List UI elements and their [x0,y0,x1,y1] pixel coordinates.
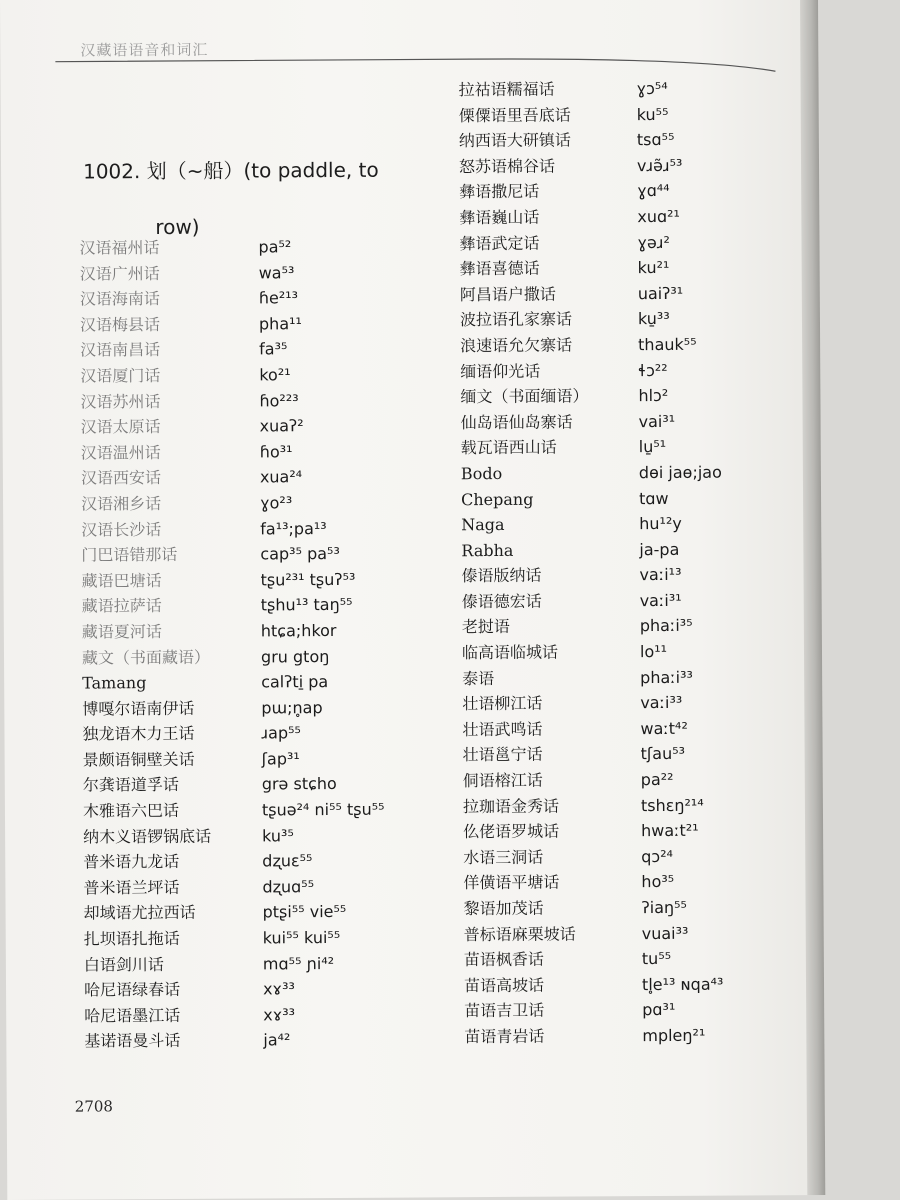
list-item [82,668,442,696]
phonetic-form: mpleŋ²¹ [642,1025,706,1046]
language-name: 汉语南昌话 [80,340,161,360]
language-name: 汉语海南话 [79,289,160,309]
phonetic-form: ɹap⁵⁵ [261,723,301,743]
list-item [458,75,798,103]
phonetic-form: ko²¹ [259,365,291,385]
language-name: 拉祜语糯福话 [458,79,555,100]
list-item [84,976,444,1004]
list-item [464,971,804,999]
list-item [462,587,802,615]
phonetic-form: ja-pa [639,539,680,559]
language-name: 缅文（书面缅语） [460,386,589,407]
phonetic-form: xɤ³³ [262,979,295,999]
list-item [459,229,799,257]
language-name: 景颇语铜壁关话 [82,749,195,770]
phonetic-form: thauk⁵⁵ [638,334,697,355]
right-column-list [458,75,804,1050]
list-item [460,357,800,385]
language-name: 普标语麻栗坡话 [463,924,576,944]
language-name: 汉语太原话 [80,417,161,437]
language-name: 独龙语木力王话 [82,724,195,744]
list-item [460,382,800,410]
phonetic-form: ʃap³¹ [261,749,300,769]
list-item [83,822,443,850]
list-item [464,920,804,948]
list-item [83,745,443,773]
phonetic-form: dʐuɑ⁵⁵ [262,876,315,897]
language-name: 傣语版纳话 [461,565,542,586]
list-item [82,617,442,645]
phonetic-form: pha¹¹ [258,313,302,334]
list-item [459,203,799,231]
language-name: 普米语兰坪话 [83,877,180,898]
language-name: Naga [461,515,505,535]
language-name: 扎坝语扎拖话 [83,928,180,949]
language-name: 普米语九龙话 [83,852,180,872]
list-item [82,720,442,748]
language-name: 博嘎尔语南伊话 [82,698,195,719]
language-name: 佯僙语平塘话 [463,873,560,893]
list-item [80,387,440,415]
phonetic-form: ɣəɹ² [637,232,670,252]
list-item [463,741,803,769]
phonetic-form: pɯ;n̥ap [261,697,323,718]
phonetic-form: fa³⁵ [259,339,288,359]
phonetic-form: vɹə̃ɹ⁵³ [636,155,683,175]
language-name: 苗语青岩话 [464,1026,545,1047]
list-item [81,412,441,440]
list-item [81,464,441,492]
language-name: 苗语枫香话 [463,949,544,970]
list-item [84,950,444,978]
language-name: Tamang [82,673,147,693]
list-item [460,331,800,359]
language-name: 木雅语六巴话 [82,800,180,821]
language-name: 仙岛语仙岛寨话 [460,412,573,432]
list-item [463,766,803,794]
phonetic-form: lu̱⁵¹ [638,437,667,457]
list-item [463,817,803,845]
phonetic-form: uaiʔ³¹ [637,283,684,303]
language-name: 侗语榕江话 [462,770,543,791]
language-name: 临高语临城话 [461,642,559,663]
phonetic-form: mɑ⁵⁵ ɲi⁴² [262,953,335,974]
phonetic-form: hwaːt²¹ [641,820,699,841]
language-name: 汉语西安话 [80,468,161,488]
phonetic-form: ɦo²²³ [259,390,299,410]
language-name: 壮语邕宁话 [462,745,543,765]
phonetic-form: tʂuə²⁴ ni⁵⁵ tʂu⁵⁵ [261,799,385,820]
language-name: 苗语吉卫话 [464,1001,545,1021]
phonetic-form: cap³⁵ pa⁵³ [260,544,340,564]
list-item [79,233,439,261]
phonetic-form: htɕa;hkor [260,620,337,641]
phonetic-form: wa⁵³ [258,262,295,283]
list-item [463,894,803,922]
phonetic-form: ʔiaŋ⁵⁵ [641,897,688,918]
phonetic-form: tʃau⁵³ [640,744,686,764]
language-name: 壮语武鸣话 [462,719,543,740]
phonetic-form: tu⁵⁵ [641,949,672,969]
list-item [81,515,441,543]
language-name: 彝语武定话 [459,233,540,253]
language-name: 藏语巴塘话 [81,570,162,591]
language-name: 黎语加茂话 [463,898,544,919]
phonetic-form: tsɑ⁵⁵ [636,130,675,150]
list-item [83,873,443,901]
language-name: 怒苏语棉谷话 [458,156,556,176]
language-name: 阿昌语户撒话 [459,284,556,304]
phonetic-form: ku̱³³ [637,309,670,329]
language-name: 泰语 [462,668,495,688]
phonetic-form: ɦe²¹³ [258,288,299,308]
phonetic-form: ku²¹ [637,258,670,278]
language-name: 仫佬语罗城话 [463,821,560,842]
phonetic-form: xuaʔ² [259,416,304,436]
list-item [83,771,443,799]
phonetic-form: dɵi jaɵ;jao [638,462,722,483]
list-item [461,433,801,461]
list-item [81,566,441,594]
list-item [459,101,799,129]
language-name: 彝语喜德话 [459,258,540,279]
phonetic-form: waːt⁴² [640,718,688,738]
phonetic-form: fa¹³;pa¹³ [260,518,327,538]
phonetic-form: pa²² [640,769,674,790]
phonetic-form: dʐuɛ⁵⁵ [262,851,313,871]
language-name: 汉语湘乡话 [81,493,162,514]
phonetic-form: ɣo²³ [260,493,293,513]
list-item [459,152,799,180]
phonetic-form: xɤ³³ [263,1005,296,1025]
language-name: Bodo [460,463,503,484]
list-item [80,285,440,313]
language-name: 浪速语允欠寨话 [460,335,573,356]
list-item [84,1001,444,1029]
list-item [462,689,802,717]
phonetic-form: ɦo³¹ [259,441,293,462]
language-name: 白语剑川话 [83,954,164,975]
list-item [82,694,442,722]
list-item [84,899,444,927]
language-name: 缅语仰光话 [460,361,541,381]
language-name: 傈僳语里吾底话 [458,105,571,125]
language-name: 哈尼语绿春话 [83,980,181,1000]
phonetic-form: tʂhu¹³ taŋ⁵⁵ [260,595,353,615]
phonetic-form: vaːi³¹ [639,590,682,610]
phonetic-form: pɑ³¹ [642,1000,676,1020]
language-name: 老挝语 [461,617,510,637]
list-item [83,796,443,824]
language-name: 彝语巍山话 [459,207,540,228]
language-name: 藏文（书面藏语） [81,647,211,668]
phonetic-form: vaːi¹³ [639,565,682,585]
phonetic-form: hu¹²y [639,513,682,534]
list-item [459,126,799,154]
phonetic-form: phaːi³³ [640,667,693,687]
phonetic-form: grə stɕho [261,774,337,794]
list-item [80,336,440,364]
list-item [462,715,802,743]
list-item [460,305,800,333]
phonetic-form: vuai³³ [641,923,689,943]
language-name: 基诺语曼斗话 [84,1031,181,1051]
language-name: 藏语拉萨话 [81,596,162,616]
language-name: 哈尼语墨江话 [84,1005,181,1026]
list-item [80,259,440,287]
language-name: 却域语尤拉西话 [83,903,196,923]
phonetic-form: xuɑ²¹ [637,206,680,227]
list-item [459,177,799,205]
phonetic-form: qɔ²⁴ [641,846,674,866]
language-name: 壮语柳江话 [462,693,543,714]
phonetic-form: vaːi³³ [640,693,683,713]
list-item [463,869,803,897]
list-item [461,536,801,564]
list-item [464,945,804,973]
list-item [462,613,802,641]
list-item [81,540,441,568]
phonetic-form: tʂu²³¹ tʂuʔ⁵³ [260,569,356,590]
list-item [461,510,801,538]
list-item [462,664,802,692]
entry-heading-line-2: row) [155,214,200,240]
language-name: 门巴语错那话 [81,545,178,565]
phonetic-form: tshɛŋ²¹⁴ [640,795,704,815]
list-item [80,310,440,338]
language-name: Rabha [461,540,514,560]
language-name: 纳西语大研镇话 [458,130,571,151]
phonetic-form: ja⁴² [263,1030,291,1050]
language-name: 汉语广州话 [79,263,160,284]
page-number: 2708 [74,1097,114,1116]
language-name: 汉语梅县话 [79,314,161,335]
list-item [462,638,802,666]
list-item [84,1027,444,1055]
language-name: 彝语撒尼话 [459,182,540,202]
phonetic-form: ku³⁵ [262,825,294,846]
list-item [464,996,804,1024]
phonetic-form: calʔti̱ pa [261,672,329,692]
language-name: 傣语德宏话 [461,591,542,612]
list-item [464,1022,804,1050]
phonetic-form: pa⁵² [258,237,292,257]
left-column-list [79,233,444,1054]
list-item [80,361,440,389]
language-name: 汉语苏州话 [80,391,161,412]
language-name: Chepang [460,489,534,509]
language-name: 藏语夏河话 [81,621,162,642]
list-item [82,643,442,671]
phonetic-form: ptʂi⁵⁵ vie⁵⁵ [262,902,347,922]
list-item [82,592,442,620]
language-name: 汉语长沙话 [81,519,162,540]
language-name: 载瓦语西山话 [460,437,557,458]
phonetic-form: ku⁵⁵ [636,104,669,124]
list-item [84,924,444,952]
phonetic-form: ho³⁵ [641,872,675,892]
language-name: 汉语温州话 [80,442,161,463]
list-item [460,280,800,308]
phonetic-form: ɣɑ⁴⁴ [637,181,670,201]
language-name: 波拉语孔家寨话 [459,309,573,330]
phonetic-form: hlɔ² [638,386,669,406]
list-item [81,489,441,517]
language-name: 水语三洞话 [463,847,544,867]
list-item [463,843,803,871]
language-name: 尔龚语道孚话 [82,775,179,795]
list-item [81,438,441,466]
list-item [460,254,800,282]
list-item [83,848,443,876]
entry-heading-line-1: 1002. 划（~船）(to paddle, to [82,157,379,184]
phonetic-form: lo¹¹ [639,642,668,662]
phonetic-form: gru gtoŋ [260,646,330,666]
language-name: 汉语福州话 [79,238,160,258]
language-name: 纳木义语锣锅底话 [83,826,212,847]
phonetic-form: phaːi³⁵ [639,616,693,636]
language-name: 拉珈语金秀话 [462,796,560,816]
phonetic-form: tɑw [638,488,669,508]
list-item [461,408,801,436]
phonetic-form: ɬɔ²² [638,360,668,380]
phonetic-form: kui⁵⁵ kui⁵⁵ [262,927,341,948]
language-name: 汉语厦门话 [80,365,161,386]
list-item [461,561,801,589]
list-item [461,485,801,513]
phonetic-form: ɣɔ⁵⁴ [636,78,668,99]
phonetic-form: vai³¹ [638,411,676,431]
running-header: 汉藏语语音和词汇 [80,40,209,60]
language-name: 苗语高坡话 [463,975,545,995]
list-item [463,792,803,820]
list-item [461,459,801,487]
phonetic-form: tl̥e¹³ ɴqa⁴³ [641,974,724,994]
phonetic-form: xua²⁴ [259,467,303,487]
